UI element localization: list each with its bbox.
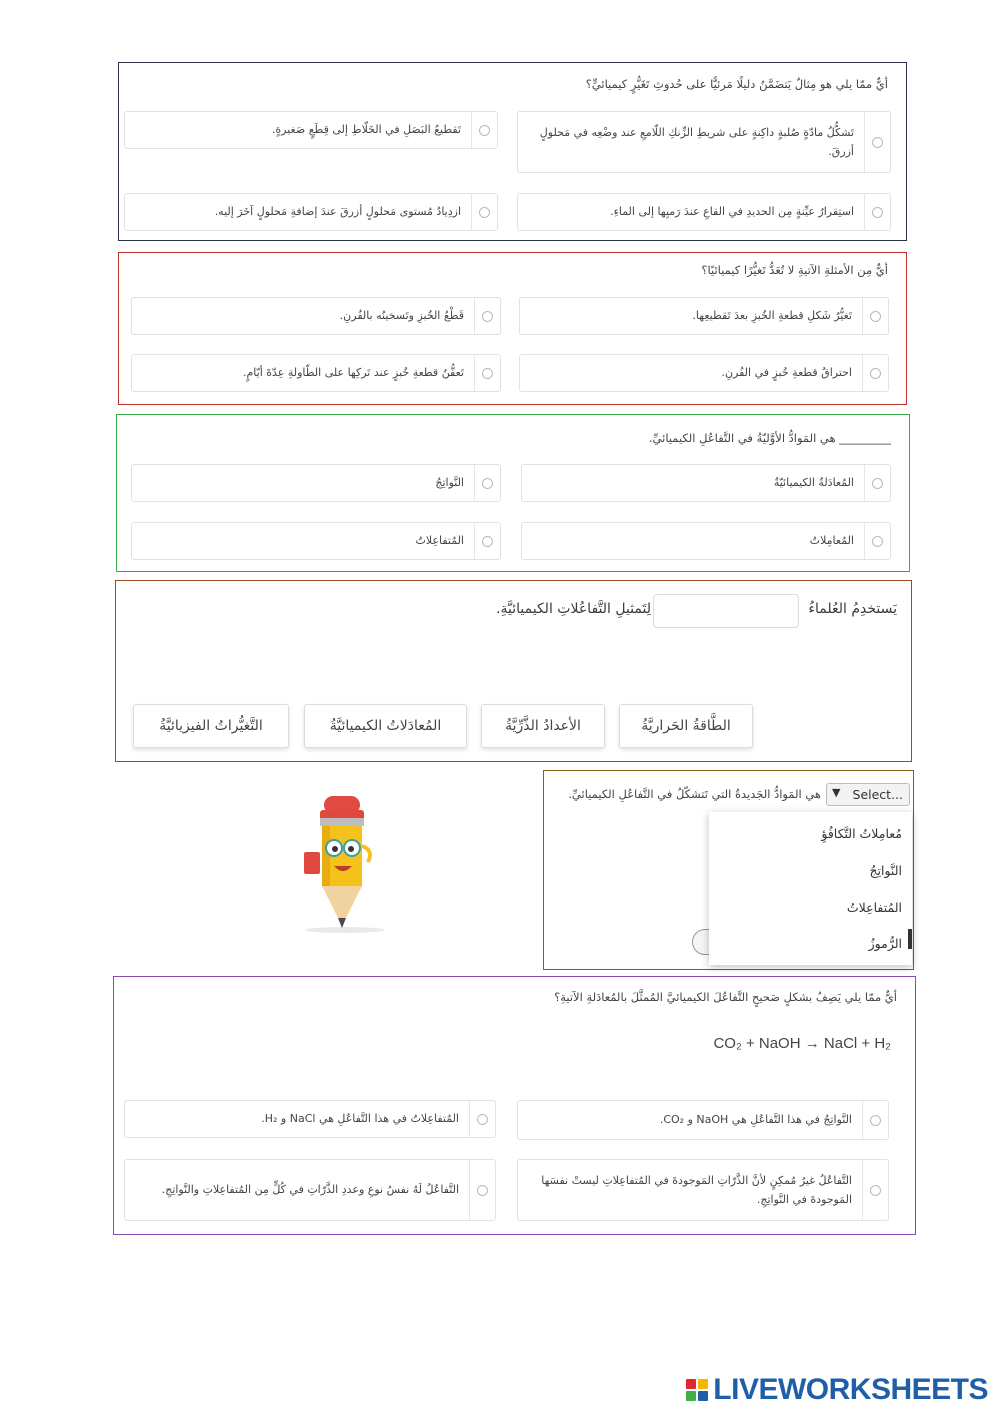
- question-panel-1: [118, 62, 907, 241]
- question-panel-6: [113, 976, 916, 1235]
- radio-button[interactable]: [872, 536, 883, 547]
- question-text: أيٌّ مِن الأمثلةِ الآتيةِ لا تُعَدُّ تَغيُّرًا كيميائيًا؟: [701, 263, 888, 277]
- question-panel-2: [118, 252, 907, 405]
- radio-button[interactable]: [482, 536, 493, 547]
- question-text: أيٌّ ممّا يلي يَصِفُ بشكلٍ صَحيحٍ التَّفاعُلَ الكيميائيَّ المُمثَّلَ بالمُعادَلةِ الآتيةِ؟: [554, 990, 897, 1004]
- option-text: قَطْعُ الخُبزِ وتَسخينُه بالفُرنِ.: [339, 309, 464, 323]
- question-panel-4: [115, 580, 912, 762]
- answer-option[interactable]: [131, 522, 501, 560]
- radio-button[interactable]: [870, 368, 881, 379]
- chevron-down-icon: ▼: [832, 786, 841, 799]
- answer-option[interactable]: [521, 464, 891, 502]
- answer-select[interactable]: [826, 783, 910, 806]
- dropdown-option[interactable]: مُعامِلاتُ التَّكافُؤِ: [821, 826, 902, 841]
- draggable-chip[interactable]: المُعادَلاتُ الكيميائيَّةُ: [304, 704, 467, 748]
- dropdown-option[interactable]: المُتفاعِلاتُ: [846, 900, 902, 915]
- answer-option[interactable]: [131, 297, 501, 335]
- radio-button[interactable]: [482, 368, 493, 379]
- chemical-equation: CO₂ + NaOH → NaCl + H₂: [713, 1035, 891, 1052]
- radio-button[interactable]: [482, 311, 493, 322]
- answer-option[interactable]: [124, 1100, 496, 1138]
- radio-button[interactable]: [477, 1185, 488, 1196]
- liveworksheets-logo: [686, 1373, 988, 1407]
- option-text: التَّفاعُلُ غيرُ مُمكِنٍ لأنَّ الذَّرّاتِ المَوجودةَ في المُتفاعِلاتِ ليستْ نفسَها المَوجودةَ في النَّواتِجِ.: [541, 1173, 852, 1206]
- radio-button[interactable]: [482, 478, 493, 489]
- option-text: تَقطيعُ البَصَلِ في الخَلّاطِ إلى قِطَعٍ صَغيرةٍ.: [271, 123, 461, 137]
- option-text: المُعامِلاتُ: [809, 534, 854, 548]
- option-text: النَّواتِجُ في هذا التَّفاعُلِ هي NaOH و CO₂.: [659, 1113, 852, 1127]
- option-text: المُعادَلةُ الكيميائيّةُ: [773, 476, 854, 490]
- scrollbar[interactable]: [908, 929, 912, 949]
- question-text: _________ هي المَوادُّ الأوَّليّةُ في التَّفاعُلِ الكيميائيِّ.: [648, 431, 891, 445]
- brand-text: LIVEWORKSHEETS: [713, 1373, 988, 1406]
- option-text: المُتفاعِلاتُ في هذا التَّفاعُلِ هي NaCl و H₂.: [261, 1112, 459, 1126]
- answer-option[interactable]: [517, 1159, 889, 1221]
- answer-option[interactable]: [521, 522, 891, 560]
- option-text: النَّواتِجُ: [435, 476, 464, 490]
- draggable-chip[interactable]: الطَّاقةُ الحَراريَّةُ: [619, 704, 753, 748]
- radio-button[interactable]: [870, 1185, 881, 1196]
- answer-option[interactable]: [124, 1159, 496, 1221]
- answer-option[interactable]: [517, 193, 891, 231]
- dropdown-option[interactable]: النَّواتِجُ: [869, 863, 902, 878]
- radio-button[interactable]: [872, 207, 883, 218]
- answer-option[interactable]: [517, 111, 891, 173]
- option-text: ازدِيادُ مُستوى مَحلولٍ أزرقَ عندَ إضافةِ مَحلولٍ آخَرَ إليه.: [214, 205, 461, 219]
- question-panel-3: [116, 414, 910, 572]
- option-text: تَشكُّلُ مادّةٍ صُلبةٍ داكِنةٍ على شريطِ الزِّنكِ اللّامعِ عند وضْعِه في مَحلولٍ أزرقَ.: [539, 125, 854, 158]
- sentence-after: لِتَمثيلِ التَّفاعُلاتِ الكيميائيَّةِ.: [496, 601, 651, 617]
- sentence-text: هي المَوادُّ الجَديدةُ التي تَتشكّلُ في التَّفاعُلِ الكيميائيِّ.: [568, 787, 821, 801]
- radio-button[interactable]: [477, 1114, 488, 1125]
- answer-option[interactable]: [131, 464, 501, 502]
- radio-button[interactable]: [870, 311, 881, 322]
- option-text: استِقرارُ عيِّنةٍ مِن الحديدِ في القاعِ عندَ رَميِها إلى الماءِ.: [610, 205, 854, 219]
- answer-option[interactable]: [124, 111, 498, 149]
- answer-option[interactable]: [131, 354, 501, 392]
- draggable-chip[interactable]: التَّغيُّراتُ الفيزيائيَّةُ: [133, 704, 289, 748]
- dropdown-option[interactable]: الرُّموزُ: [868, 936, 902, 951]
- question-text: أيٌّ ممّا يلي هو مِثالٌ يَتضَمَّنُ دليلًا مَرئيًّا على حُدوثِ تَغَيُّرٍ كيميائيٍّ؟: [585, 77, 888, 91]
- answer-option[interactable]: [519, 297, 889, 335]
- brand-logo-icon: [686, 1379, 708, 1401]
- answer-option[interactable]: [124, 193, 498, 231]
- option-text: التَّفاعُلُ لَهُ نفسُ نوعِ وعددِ الذَّرّاتِ في كُلٍّ مِن المُتفاعِلاتِ والنَّواتِجِ.: [161, 1183, 459, 1197]
- radio-button[interactable]: [870, 1115, 881, 1126]
- sentence-before: يَستخدِمُ العُلماءُ: [808, 601, 897, 617]
- answer-option[interactable]: [517, 1100, 889, 1140]
- option-text: تَغيُّرُ شَكلِ قطعةِ الخُبزِ بعدَ تَقطيعِها.: [692, 309, 852, 323]
- select-dropdown-list: [709, 812, 912, 965]
- answer-option[interactable]: [519, 354, 889, 392]
- radio-button[interactable]: [872, 478, 883, 489]
- pencil-mascot-image: [290, 790, 400, 940]
- option-text: تَعفُّنُ قطعةِ خُبزٍ عند تَركِها على الطّاولةِ عِدّةَ أيّامٍ.: [243, 366, 464, 380]
- drop-target[interactable]: [653, 594, 799, 628]
- select-value: Select...: [852, 787, 903, 802]
- radio-button[interactable]: [479, 207, 490, 218]
- radio-button[interactable]: [872, 137, 883, 148]
- option-text: احتراقُ قطعةِ خُبزٍ في الفُرنِ.: [721, 366, 852, 380]
- option-text: المُتفاعِلاتُ: [415, 534, 464, 548]
- draggable-chip[interactable]: الأعدادُ الذَّرِّيَّةُ: [481, 704, 605, 748]
- radio-button[interactable]: [479, 125, 490, 136]
